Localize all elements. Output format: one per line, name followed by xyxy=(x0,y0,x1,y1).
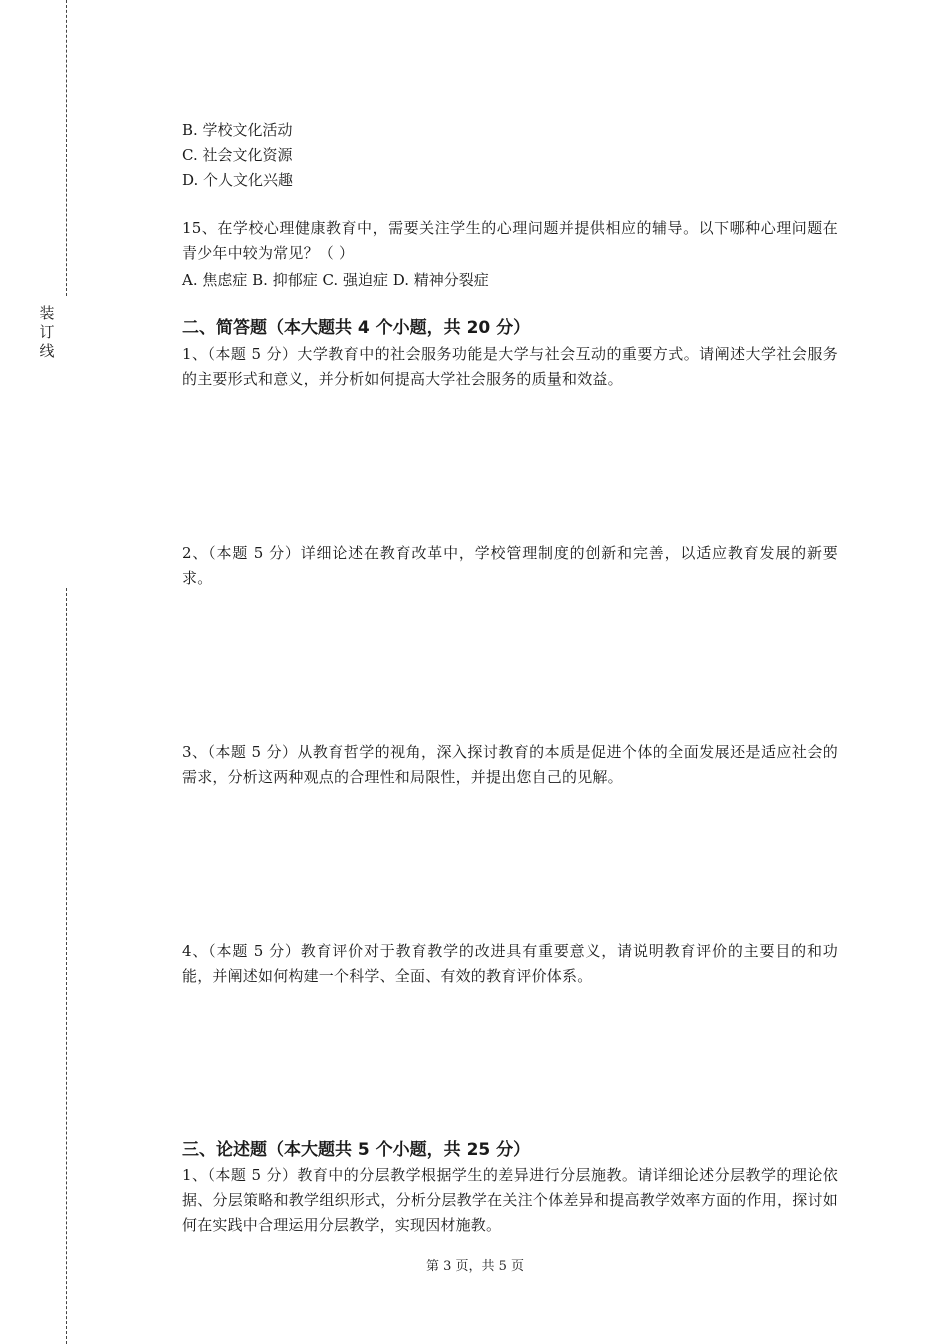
section-2-question-1: 1、（本题 5 分）大学教育中的社会服务功能是大学与社会互动的重要方式。请阐述大学社会服务的主要形式和意义，并分析如何提高大学社会服务的质量和效益。 xyxy=(182,345,838,388)
binding-char: 订 xyxy=(39,323,55,341)
q14-option-d: D. 个人文化兴趣 xyxy=(182,171,294,189)
section-3-question-1: 1、（本题 5 分）教育中的分层教学根据学生的差异进行分层施教。请详细论述分层教学的理论依据、分层策略和教学组织形式，分析分层教学在关注个体差异和提高教学效率方面的作用，探讨如何在实践中合理运用分层教学，实现因材施教。 xyxy=(182,1166,838,1234)
page-number: 第 3 页，共 5 页 xyxy=(425,1259,525,1274)
q14-option-c: C. 社会文化资源 xyxy=(182,146,293,164)
binding-dashed-line-bottom xyxy=(66,588,67,1344)
q14-option-b: B. 学校文化活动 xyxy=(182,121,293,139)
binding-dashed-line-top xyxy=(66,0,67,296)
section-3-heading: 三、论述题（本大题共 5 个小题，共 25 分） xyxy=(182,1140,531,1160)
binding-label xyxy=(36,304,58,361)
section-2-question-3: 3、（本题 5 分）从教育哲学的视角，深入探讨教育的本质是促进个体的全面发展还是适应社会的需求，分析这两种观点的合理性和局限性，并提出您自己的见解。 xyxy=(182,743,838,786)
binding-char: 装 xyxy=(39,304,55,322)
section-2-question-2: 2、（本题 5 分）详细论述在教育改革中，学校管理制度的创新和完善，以适应教育发展的新要求。 xyxy=(182,544,838,587)
q15-options: A. 焦虑症 B. 抑郁症 C. 强迫症 D. 精神分裂症 xyxy=(182,271,489,289)
section-2-heading: 二、简答题（本大题共 4 个小题，共 20 分） xyxy=(182,318,531,338)
section-2-question-4: 4、（本题 5 分）教育评价对于教育教学的改进具有重要意义，请说明教育评价的主要目的和功能，并阐述如何构建一个科学、全面、有效的教育评价体系。 xyxy=(182,942,838,985)
q15-stem: 15、在学校心理健康教育中，需要关注学生的心理问题并提供相应的辅导。以下哪种心理问题在青少年中较为常见？（ ） xyxy=(182,219,838,262)
binding-char: 线 xyxy=(39,342,55,360)
